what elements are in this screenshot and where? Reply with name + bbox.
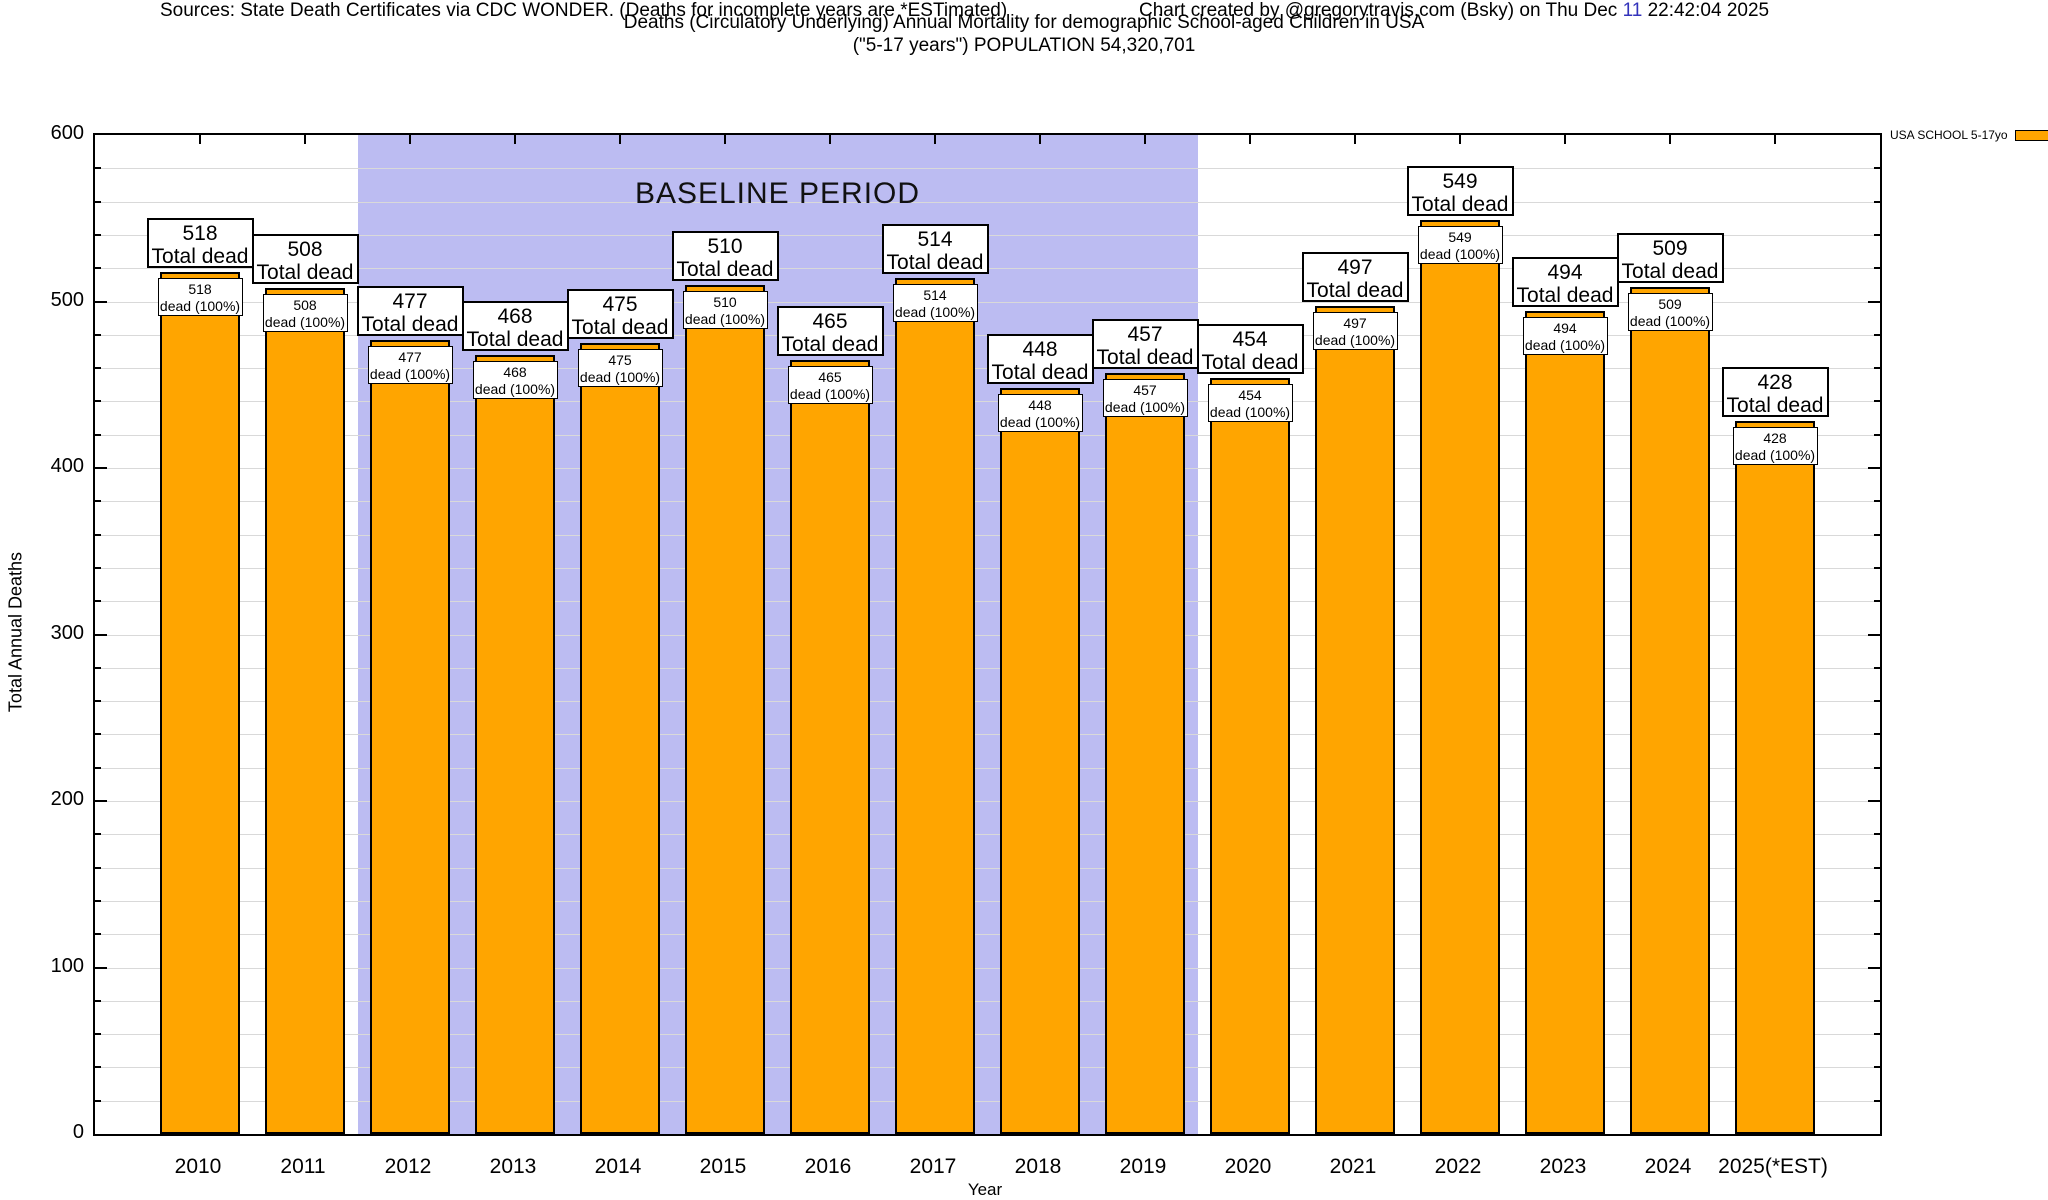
y-tick-label-300: 300 bbox=[50, 621, 84, 644]
y-minor-tick bbox=[95, 367, 101, 369]
bar-inner-suffix: dead (100%) bbox=[474, 380, 556, 397]
y-minor-tick bbox=[95, 700, 101, 702]
bar-2018 bbox=[1000, 388, 1080, 1134]
bar-inner-value: 518 bbox=[188, 280, 212, 297]
gridline bbox=[95, 202, 1880, 203]
gridline bbox=[95, 901, 1880, 902]
bar-total-suffix: Total dead bbox=[1726, 394, 1824, 418]
bar-inner-value: 477 bbox=[398, 348, 422, 365]
y-minor-tick bbox=[1874, 933, 1880, 935]
y-minor-tick bbox=[95, 167, 101, 169]
y-minor-tick bbox=[95, 1000, 101, 1002]
y-minor-tick bbox=[1874, 600, 1880, 602]
y-minor-tick bbox=[95, 1100, 101, 1102]
bar-inner-suffix: dead (100%) bbox=[1419, 245, 1501, 262]
y-minor-tick bbox=[1874, 667, 1880, 669]
x-tick-label-2014: 2014 bbox=[594, 1155, 642, 1178]
x-top-tick bbox=[619, 135, 621, 144]
gridline bbox=[95, 934, 1880, 935]
x-top-tick bbox=[1354, 135, 1356, 144]
bar-total-suffix: Total dead bbox=[1201, 351, 1299, 375]
baseline-period-label: BASELINE PERIOD bbox=[634, 177, 921, 210]
x-top-tick bbox=[934, 135, 936, 144]
gridline bbox=[95, 1034, 1880, 1035]
y-minor-tick bbox=[95, 267, 101, 269]
bar-total-suffix: Total dead bbox=[1516, 284, 1614, 308]
bar-total-suffix: Total dead bbox=[991, 361, 1089, 385]
y-minor-tick bbox=[1874, 267, 1880, 269]
y-tick-label-400: 400 bbox=[50, 455, 84, 477]
bar-inner-value: 494 bbox=[1553, 320, 1577, 337]
bar-inner-value: 454 bbox=[1238, 387, 1262, 404]
y-minor-tick bbox=[1874, 700, 1880, 702]
y-minor-tick bbox=[1874, 1066, 1880, 1068]
bar-total-label-2018 bbox=[987, 334, 1094, 384]
y-major-tick bbox=[1868, 634, 1880, 636]
bar-2010 bbox=[160, 272, 240, 1134]
y-minor-tick bbox=[95, 867, 101, 869]
y-tick-label-500: 500 bbox=[50, 288, 84, 311]
bar-total-value: 518 bbox=[182, 221, 218, 245]
y-minor-tick bbox=[1874, 534, 1880, 536]
bar-inner-value: 497 bbox=[1343, 315, 1367, 332]
y-major-tick bbox=[95, 634, 107, 636]
x-tick-label-2016: 2016 bbox=[804, 1155, 852, 1178]
y-tick-label-100: 100 bbox=[50, 954, 84, 977]
bar-inner-suffix: dead (100%) bbox=[159, 297, 241, 314]
y-minor-tick bbox=[95, 833, 101, 835]
y-minor-tick bbox=[95, 334, 101, 336]
bar-total-label-2022 bbox=[1407, 166, 1514, 216]
y-minor-tick bbox=[95, 500, 101, 502]
plot-area bbox=[93, 133, 1882, 1136]
x-tick-label-2020: 2020 bbox=[1224, 1155, 1272, 1178]
x-tick-label-2013: 2013 bbox=[489, 1155, 537, 1178]
bar-inner-value: 465 bbox=[818, 368, 842, 385]
x-top-tick bbox=[1774, 135, 1776, 144]
bar-total-suffix: Total dead bbox=[571, 316, 669, 340]
bar-inner-label-2010 bbox=[158, 278, 243, 316]
bar-total-suffix: Total dead bbox=[1411, 192, 1509, 216]
bar-2021 bbox=[1315, 306, 1395, 1134]
bar-inner-suffix: dead (100%) bbox=[264, 314, 346, 331]
gridline bbox=[95, 834, 1880, 835]
bar-inner-label-2015 bbox=[683, 291, 768, 329]
bar-inner-suffix: dead (100%) bbox=[789, 385, 871, 402]
bar-inner-suffix: dead (100%) bbox=[579, 369, 661, 386]
credit-note bbox=[1139, 0, 1769, 22]
y-major-tick bbox=[1868, 800, 1880, 802]
bar-total-value: 475 bbox=[602, 293, 638, 317]
bar-2013 bbox=[475, 355, 555, 1134]
y-minor-tick bbox=[1874, 767, 1880, 769]
bar-inner-value: 457 bbox=[1133, 382, 1157, 399]
bar-inner-value: 510 bbox=[713, 293, 737, 310]
x-tick-label-2012: 2012 bbox=[384, 1155, 432, 1178]
y-minor-tick bbox=[95, 767, 101, 769]
bar-total-label-2021 bbox=[1302, 252, 1409, 302]
x-tick-label-2017: 2017 bbox=[909, 1155, 957, 1178]
gridline bbox=[95, 868, 1880, 869]
gridline bbox=[95, 968, 1880, 969]
gridline bbox=[95, 701, 1880, 702]
gridline bbox=[95, 1001, 1880, 1002]
bar-total-label-2023 bbox=[1512, 257, 1619, 307]
y-major-tick bbox=[1868, 967, 1880, 969]
bar-inner-value: 428 bbox=[1763, 430, 1787, 447]
bar-total-label-2012 bbox=[357, 286, 464, 336]
bar-inner-suffix: dead (100%) bbox=[999, 414, 1081, 431]
bar-total-value: 457 bbox=[1127, 323, 1163, 347]
bar-total-label-2024 bbox=[1617, 233, 1724, 283]
gridline bbox=[95, 535, 1880, 536]
x-top-tick bbox=[514, 135, 516, 144]
bar-2020 bbox=[1210, 378, 1290, 1134]
y-minor-tick bbox=[1874, 1033, 1880, 1035]
bar-inner-label-2023 bbox=[1523, 317, 1608, 355]
bar-2025(*EST) bbox=[1735, 421, 1815, 1134]
y-minor-tick bbox=[95, 600, 101, 602]
bar-2019 bbox=[1105, 373, 1185, 1134]
bar-total-value: 514 bbox=[917, 228, 953, 252]
bar-inner-suffix: dead (100%) bbox=[1209, 404, 1291, 421]
gridline bbox=[95, 1101, 1880, 1102]
x-top-tick bbox=[829, 135, 831, 144]
y-minor-tick bbox=[1874, 434, 1880, 436]
y-minor-tick bbox=[95, 234, 101, 236]
x-axis-title: Year bbox=[967, 1180, 1003, 1199]
bar-inner-suffix: dead (100%) bbox=[1104, 399, 1186, 416]
y-minor-tick bbox=[95, 534, 101, 536]
y-minor-tick bbox=[1874, 400, 1880, 402]
bar-total-label-2010 bbox=[147, 218, 254, 268]
gridline bbox=[95, 801, 1880, 802]
y-axis-title: Total Annual Deaths bbox=[5, 551, 26, 713]
bar-inner-label-2020 bbox=[1208, 384, 1293, 422]
y-minor-tick bbox=[95, 201, 101, 203]
bar-inner-suffix: dead (100%) bbox=[1314, 332, 1396, 349]
y-minor-tick bbox=[1874, 1100, 1880, 1102]
bar-total-label-2014 bbox=[567, 289, 674, 339]
y-minor-tick bbox=[1874, 500, 1880, 502]
bar-inner-label-2022 bbox=[1418, 226, 1503, 264]
bar-total-value: 465 bbox=[812, 309, 848, 333]
bar-inner-label-2019 bbox=[1103, 379, 1188, 417]
bar-total-suffix: Total dead bbox=[466, 327, 564, 351]
gridline bbox=[95, 668, 1880, 669]
bar-total-suffix: Total dead bbox=[1096, 346, 1194, 370]
x-top-tick bbox=[199, 135, 201, 144]
x-tick-label-2015: 2015 bbox=[699, 1155, 747, 1178]
x-top-tick bbox=[409, 135, 411, 144]
bar-total-suffix: Total dead bbox=[1621, 259, 1719, 283]
y-minor-tick bbox=[95, 933, 101, 935]
bar-total-suffix: Total dead bbox=[361, 312, 459, 336]
y-major-tick bbox=[1868, 301, 1880, 303]
gridline bbox=[95, 435, 1880, 436]
y-major-tick bbox=[95, 967, 107, 969]
bar-inner-suffix: dead (100%) bbox=[369, 365, 451, 382]
bar-inner-value: 549 bbox=[1448, 228, 1472, 245]
y-minor-tick bbox=[1874, 567, 1880, 569]
y-minor-tick bbox=[1874, 833, 1880, 835]
y-minor-tick bbox=[95, 1033, 101, 1035]
bar-total-label-2015 bbox=[672, 231, 779, 281]
x-top-tick bbox=[1039, 135, 1041, 144]
bar-total-label-2013 bbox=[462, 301, 569, 351]
y-major-tick bbox=[95, 467, 107, 469]
y-minor-tick bbox=[95, 567, 101, 569]
bar-inner-label-2018 bbox=[998, 394, 1083, 432]
bar-total-value: 477 bbox=[392, 289, 428, 313]
bar-total-label-2017 bbox=[882, 224, 989, 274]
legend bbox=[1890, 128, 2048, 142]
bar-total-value: 508 bbox=[287, 238, 323, 262]
bar-total-label-2020 bbox=[1197, 324, 1304, 374]
y-tick-label-600: 600 bbox=[50, 122, 84, 144]
bar-inner-suffix: dead (100%) bbox=[1734, 447, 1816, 464]
y-minor-tick bbox=[1874, 1000, 1880, 1002]
y-tick-label-0: 0 bbox=[72, 1121, 84, 1143]
y-minor-tick bbox=[95, 667, 101, 669]
credit-prefix: Chart created by @gregorytravis.com (Bsky) on Thu Dec bbox=[1139, 0, 1623, 21]
bar-total-label-2011 bbox=[252, 234, 359, 284]
x-tick-label-2021: 2021 bbox=[1329, 1155, 1377, 1178]
bar-total-suffix: Total dead bbox=[886, 251, 984, 275]
bar-inner-value: 508 bbox=[293, 297, 317, 314]
bar-2012 bbox=[370, 340, 450, 1134]
x-top-tick bbox=[724, 135, 726, 144]
bar-inner-label-2012 bbox=[368, 346, 453, 384]
gridline bbox=[95, 468, 1880, 469]
bar-inner-label-2011 bbox=[263, 294, 348, 332]
credit-suffix: 22:42:04 2025 bbox=[1642, 0, 1770, 21]
bar-2015 bbox=[685, 285, 765, 1134]
y-tick-label-200: 200 bbox=[50, 788, 84, 810]
x-tick-label-2023: 2023 bbox=[1539, 1155, 1587, 1178]
bar-2014 bbox=[580, 343, 660, 1134]
x-tick-label-2019: 2019 bbox=[1119, 1155, 1167, 1178]
gridline bbox=[95, 168, 1880, 169]
gridline bbox=[95, 734, 1880, 735]
x-top-tick bbox=[1564, 135, 1566, 144]
bar-total-value: 454 bbox=[1232, 328, 1268, 352]
bar-inner-suffix: dead (100%) bbox=[1524, 337, 1606, 354]
bar-total-suffix: Total dead bbox=[151, 244, 249, 268]
bar-total-value: 549 bbox=[1442, 169, 1478, 193]
x-top-tick bbox=[1459, 135, 1461, 144]
bar-inner-label-2021 bbox=[1313, 312, 1398, 350]
x-top-tick bbox=[304, 135, 306, 144]
gridline bbox=[95, 501, 1880, 502]
bar-total-value: 494 bbox=[1547, 261, 1583, 285]
gridline bbox=[95, 401, 1880, 402]
y-major-tick bbox=[95, 301, 107, 303]
y-minor-tick bbox=[1874, 167, 1880, 169]
bar-total-value: 509 bbox=[1652, 236, 1688, 260]
legend-series-label: USA SCHOOL 5-17yo bbox=[1890, 128, 2008, 142]
bar-inner-label-2024 bbox=[1628, 293, 1713, 331]
bar-2011 bbox=[265, 288, 345, 1134]
y-minor-tick bbox=[1874, 201, 1880, 203]
bar-total-value: 510 bbox=[707, 234, 743, 258]
x-top-tick bbox=[1669, 135, 1671, 144]
y-minor-tick bbox=[95, 900, 101, 902]
bar-2024 bbox=[1630, 287, 1710, 1134]
gridline bbox=[95, 601, 1880, 602]
bar-inner-label-2017 bbox=[893, 284, 978, 322]
y-minor-tick bbox=[95, 434, 101, 436]
bar-inner-label-2025(*EST) bbox=[1733, 427, 1818, 465]
bar-total-label-2019 bbox=[1092, 319, 1199, 369]
legend-color-swatch bbox=[2015, 130, 2048, 141]
bar-inner-value: 514 bbox=[923, 287, 947, 304]
x-top-tick bbox=[1144, 135, 1146, 144]
gridline bbox=[95, 768, 1880, 769]
x-tick-label-2024: 2024 bbox=[1644, 1155, 1692, 1178]
bar-2017 bbox=[895, 278, 975, 1134]
bar-inner-value: 509 bbox=[1658, 295, 1682, 312]
y-minor-tick bbox=[1874, 334, 1880, 336]
gridline bbox=[95, 1067, 1880, 1068]
bar-total-value: 428 bbox=[1757, 371, 1793, 395]
bar-total-label-2025(*EST) bbox=[1722, 367, 1829, 417]
bar-total-value: 468 bbox=[497, 304, 533, 328]
bar-inner-label-2016 bbox=[788, 366, 873, 404]
bar-inner-value: 448 bbox=[1028, 397, 1052, 414]
sources-note: Sources: State Death Certificates via CDC WONDER. (Deaths for incomplete years are *ESTimated) bbox=[160, 0, 1008, 21]
y-minor-tick bbox=[1874, 234, 1880, 236]
bar-total-value: 497 bbox=[1337, 256, 1373, 280]
chart-title-line1: Deaths (Circulatory Underlying) Annual Mortality for demographic School-aged Children in USA bbox=[623, 12, 1425, 33]
credit-day: 11 bbox=[1622, 0, 1643, 21]
y-minor-tick bbox=[1874, 367, 1880, 369]
bar-total-suffix: Total dead bbox=[781, 332, 879, 356]
bar-total-suffix: Total dead bbox=[676, 257, 774, 281]
y-minor-tick bbox=[1874, 867, 1880, 869]
x-tick-label-2011: 2011 bbox=[280, 1155, 326, 1178]
y-minor-tick bbox=[1874, 733, 1880, 735]
x-top-tick bbox=[1249, 135, 1251, 144]
y-minor-tick bbox=[95, 1066, 101, 1068]
bar-total-suffix: Total dead bbox=[256, 261, 354, 285]
bar-inner-suffix: dead (100%) bbox=[1629, 312, 1711, 329]
bar-2023 bbox=[1525, 311, 1605, 1134]
bar-inner-label-2014 bbox=[578, 349, 663, 387]
x-tick-label-2018: 2018 bbox=[1014, 1155, 1062, 1178]
bar-total-label-2016 bbox=[777, 306, 884, 356]
bar-2016 bbox=[790, 360, 870, 1134]
bar-inner-label-2013 bbox=[473, 361, 558, 399]
bar-inner-value: 468 bbox=[503, 363, 527, 380]
x-tick-label-2025(*EST): 2025(*EST) bbox=[1718, 1155, 1828, 1178]
y-minor-tick bbox=[95, 733, 101, 735]
bar-2022 bbox=[1420, 220, 1500, 1134]
bar-total-value: 448 bbox=[1022, 338, 1058, 362]
chart-title-line2: ("5-17 years") POPULATION 54,320,701 bbox=[852, 35, 1196, 56]
bar-inner-suffix: dead (100%) bbox=[684, 310, 766, 327]
y-major-tick bbox=[1868, 467, 1880, 469]
x-tick-label-2022: 2022 bbox=[1434, 1155, 1482, 1178]
bar-inner-suffix: dead (100%) bbox=[894, 304, 976, 321]
x-tick-label-2010: 2010 bbox=[174, 1155, 222, 1178]
y-major-tick bbox=[95, 800, 107, 802]
gridline bbox=[95, 635, 1880, 636]
y-minor-tick bbox=[95, 400, 101, 402]
bar-inner-value: 475 bbox=[608, 352, 632, 369]
gridline bbox=[95, 568, 1880, 569]
bar-total-suffix: Total dead bbox=[1306, 279, 1404, 303]
y-minor-tick bbox=[1874, 900, 1880, 902]
